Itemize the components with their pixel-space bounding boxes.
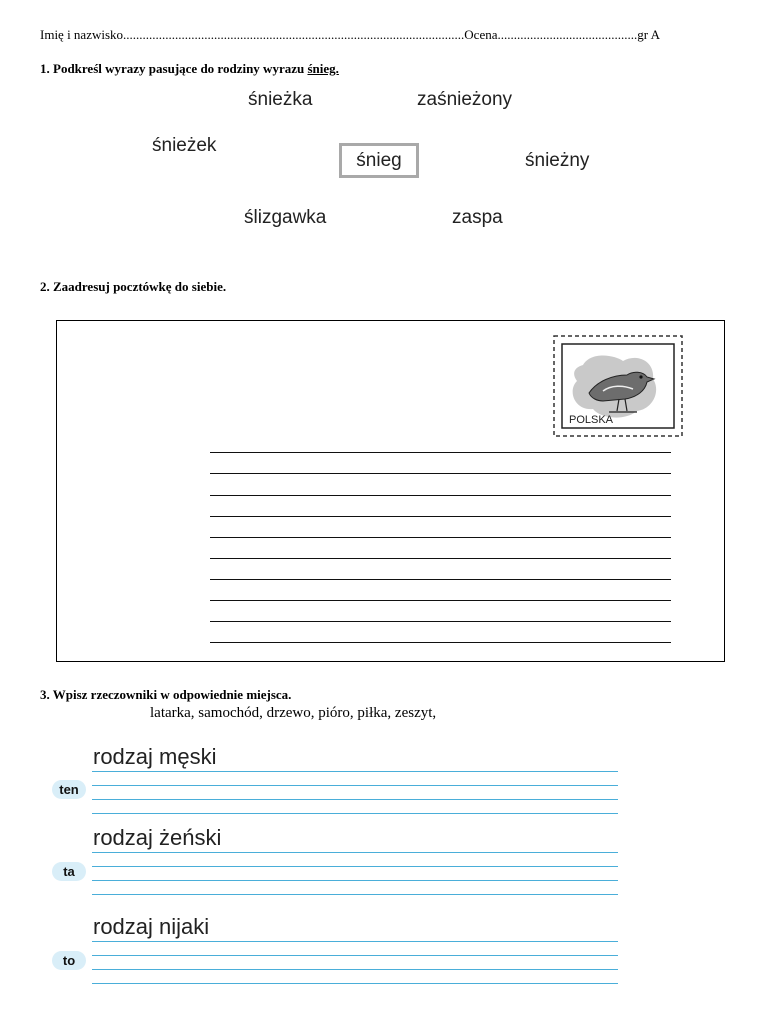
word-snieżka: śnieżka [248, 89, 313, 110]
writing-line [92, 983, 618, 984]
name-label: Imię i nazwisko [40, 27, 124, 42]
address-line-1 [210, 452, 671, 453]
address-line-10 [210, 642, 671, 643]
address-line-4 [210, 516, 671, 517]
task3-word-list: latarka, samochód, drzewo, pióro, piłka, zeszyt, [150, 705, 437, 721]
address-line-8 [210, 600, 671, 601]
writing-line [92, 799, 618, 800]
address-line-3 [210, 495, 671, 496]
writing-line [92, 894, 618, 895]
word-slizgawka: ślizgawka [244, 207, 327, 228]
grade-label: Ocena [464, 27, 498, 42]
name-dots: ......................................................................................................... [123, 27, 465, 42]
stamp-country: POLSKA [569, 414, 614, 426]
task1-title-text: 1. Podkreśl wyrazy pasujące do rodziny wyrazu [40, 61, 305, 76]
bird-stamp-icon [553, 335, 683, 437]
address-line-9 [210, 621, 671, 622]
writing-line [92, 880, 618, 881]
grade-dots: ........................................... [497, 27, 638, 42]
address-line-5 [210, 537, 671, 538]
postcard [56, 320, 725, 662]
writing-line [92, 852, 618, 853]
address-line-6 [210, 558, 671, 559]
writing-line [92, 866, 618, 867]
writing-line [92, 813, 618, 814]
group-label: gr A [637, 27, 660, 42]
task1-title [40, 61, 339, 77]
word-snieżny: śnieżny [525, 150, 590, 171]
task3-title: 3. Wpisz rzeczowniki w odpowiednie miejsca. [40, 687, 292, 702]
section-title-masculine: rodzaj męski [93, 744, 217, 769]
header-line [40, 27, 724, 43]
writing-line [92, 785, 618, 786]
pronoun-badge-ta: ta [52, 862, 86, 881]
address-line-2 [210, 473, 671, 474]
section-title-feminine: rodzaj żeński [93, 825, 222, 850]
pronoun-badge-ten: ten [52, 780, 86, 799]
address-line-7 [210, 579, 671, 580]
pronoun-badge-to: to [52, 951, 86, 970]
center-word-box: śnieg [339, 143, 419, 178]
writing-line [92, 969, 618, 970]
section-title-neuter: rodzaj nijaki [93, 914, 210, 939]
word-sniezek: śnieżek [152, 135, 217, 156]
word-zaspa: zaspa [452, 207, 503, 228]
writing-line [92, 955, 618, 956]
writing-line [92, 771, 618, 772]
task1-title-word: śnieg. [307, 61, 339, 76]
stamp [553, 335, 683, 437]
writing-line [92, 941, 618, 942]
task2-title: 2. Zaadresuj pocztówkę do siebie. [40, 279, 227, 294]
word-zasniezony: zaśnieżony [417, 89, 513, 110]
